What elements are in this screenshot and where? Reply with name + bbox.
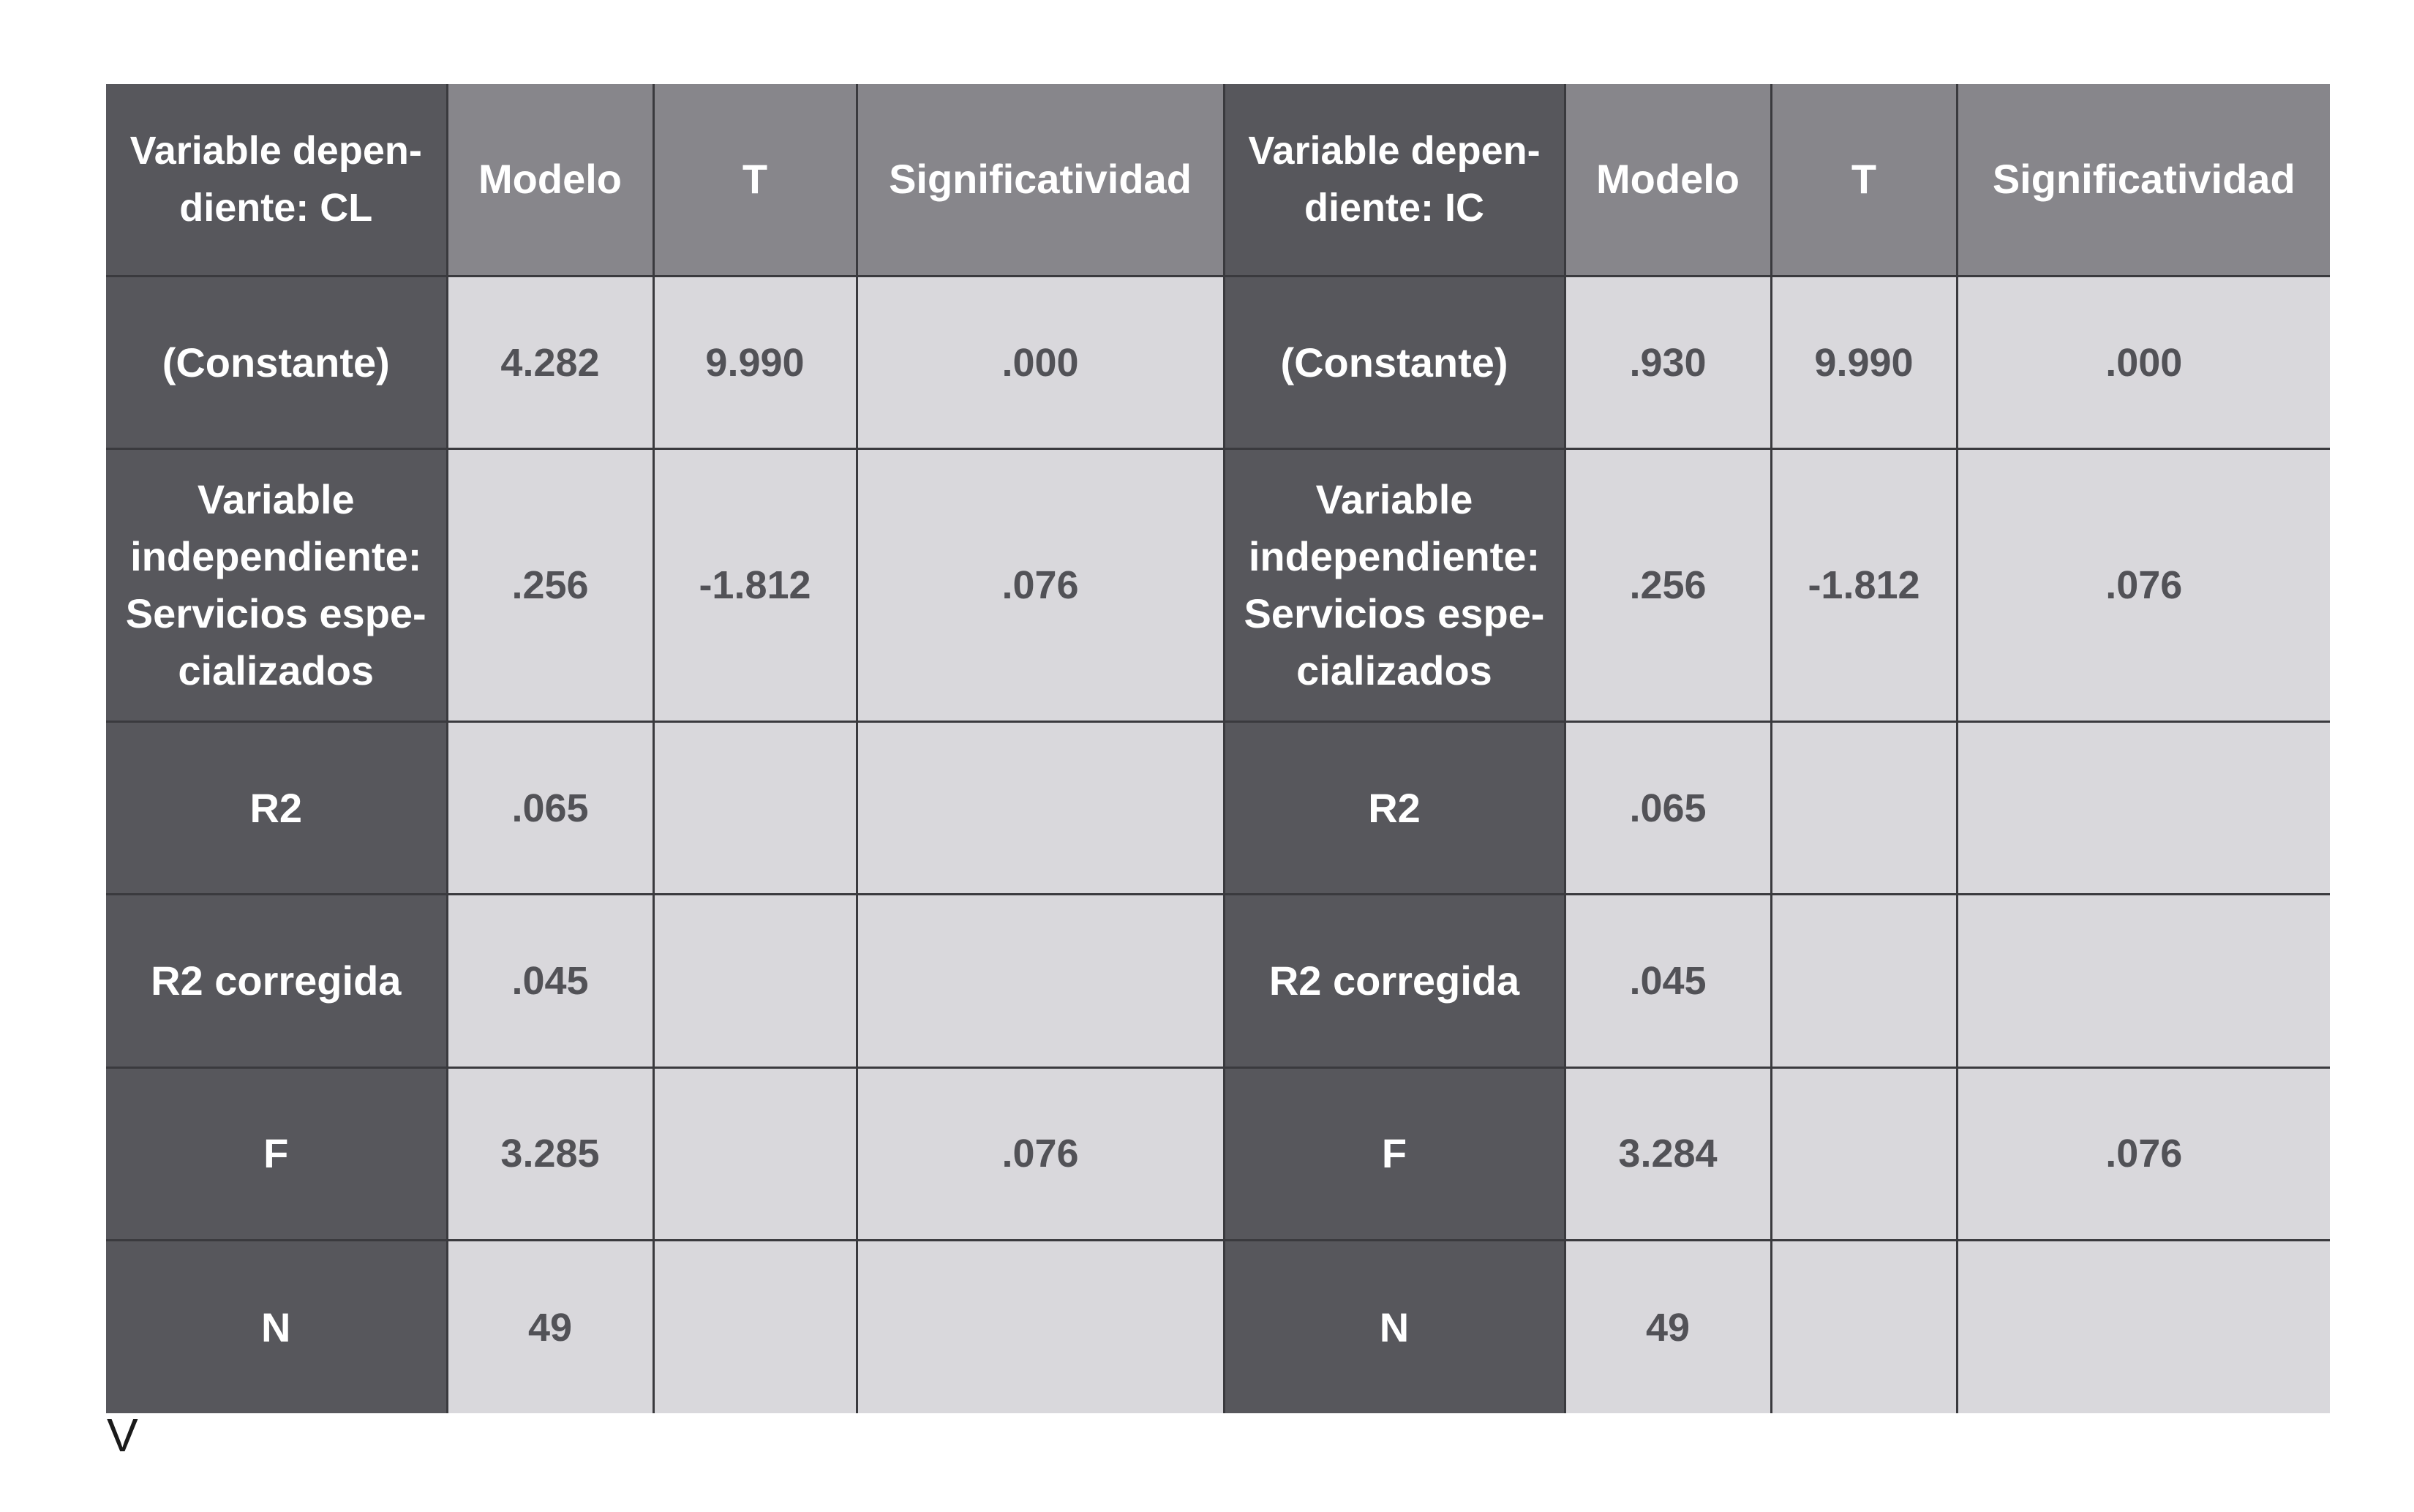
- cell-modelo-left: .065: [447, 721, 653, 894]
- cell-modelo-left: .045: [447, 895, 653, 1067]
- cell-t-left: 9.990: [653, 276, 857, 448]
- header-modelo-left: Modelo: [447, 84, 653, 276]
- row-label-left: N: [106, 1241, 447, 1413]
- cell-sig-right: .000: [1957, 276, 2330, 448]
- row-label-right: R2 corregida: [1224, 895, 1565, 1067]
- cell-t-left: [653, 1067, 857, 1240]
- cell-sig-right: .076: [1957, 1067, 2330, 1240]
- row-label-left: [106, 449, 447, 722]
- row-label-left: R2 corregida: [106, 895, 447, 1067]
- table-row-n: [106, 1241, 2330, 1413]
- cell-t-left: [653, 1241, 857, 1413]
- cell-modelo-right: .930: [1565, 276, 1771, 448]
- header-significatividad-right: Significatividad: [1957, 84, 2330, 276]
- table-row-variable-independiente: [106, 449, 2330, 722]
- cell-modelo-right: 49: [1565, 1241, 1771, 1413]
- cell-t-right: -1.812: [1771, 449, 1957, 722]
- cell-modelo-left: 4.282: [447, 276, 653, 448]
- cell-t-left: -1.812: [653, 449, 857, 722]
- table-row-r2-corregida: [106, 895, 2330, 1067]
- row-label-right-text: Variable independiente: Servicios espe- cializados: [1244, 476, 1545, 694]
- header-dependent-cl: [106, 84, 447, 276]
- cell-sig-right: [1957, 721, 2330, 894]
- header-significatividad-left: Significatividad: [857, 84, 1224, 276]
- cell-t-right: [1771, 1067, 1957, 1240]
- cell-sig-left: .076: [857, 1067, 1224, 1240]
- cell-sig-right: [1957, 1241, 2330, 1413]
- cell-modelo-right: .256: [1565, 449, 1771, 722]
- cell-t-right: 9.990: [1771, 276, 1957, 448]
- cell-modelo-left: 49: [447, 1241, 653, 1413]
- cell-modelo-right: .045: [1565, 895, 1771, 1067]
- cell-modelo-right: .065: [1565, 721, 1771, 894]
- row-label-left: F: [106, 1067, 447, 1240]
- cell-t-left: [653, 721, 857, 894]
- cell-sig-right: .076: [1957, 449, 2330, 722]
- cell-sig-left: .000: [857, 276, 1224, 448]
- cell-modelo-left: .256: [447, 449, 653, 722]
- header-dependent-cl-text: Variable depen- diente: CL: [129, 129, 422, 230]
- row-label-right: F: [1224, 1067, 1565, 1240]
- cell-sig-left: [857, 1241, 1224, 1413]
- cell-modelo-right: 3.284: [1565, 1067, 1771, 1240]
- cell-sig-left: .076: [857, 449, 1224, 722]
- row-label-left-text: Variable independiente: Servicios espe- cializados: [125, 476, 426, 694]
- row-label-right: (Constante): [1224, 276, 1565, 448]
- table-row-f: [106, 1067, 2330, 1240]
- row-label-left: (Constante): [106, 276, 447, 448]
- row-label-right: N: [1224, 1241, 1565, 1413]
- cell-t-left: [653, 895, 857, 1067]
- row-label-left: R2: [106, 721, 447, 894]
- cell-sig-left: [857, 895, 1224, 1067]
- header-dependent-ic-text: Variable depen- diente: IC: [1248, 129, 1541, 230]
- regression-table: [106, 84, 2330, 1413]
- footnote-mark: V: [107, 1409, 138, 1462]
- row-label-right: [1224, 449, 1565, 722]
- header-row: [106, 84, 2330, 276]
- table-row-r2: [106, 721, 2330, 894]
- header-t-right: T: [1771, 84, 1957, 276]
- header-t-left: T: [653, 84, 857, 276]
- table-row-constante: [106, 276, 2330, 448]
- row-label-right: R2: [1224, 721, 1565, 894]
- header-modelo-right: Modelo: [1565, 84, 1771, 276]
- cell-t-right: [1771, 1241, 1957, 1413]
- cell-sig-right: [1957, 895, 2330, 1067]
- cell-modelo-left: 3.285: [447, 1067, 653, 1240]
- cell-t-right: [1771, 721, 1957, 894]
- cell-t-right: [1771, 895, 1957, 1067]
- header-dependent-ic: [1224, 84, 1565, 276]
- cell-sig-left: [857, 721, 1224, 894]
